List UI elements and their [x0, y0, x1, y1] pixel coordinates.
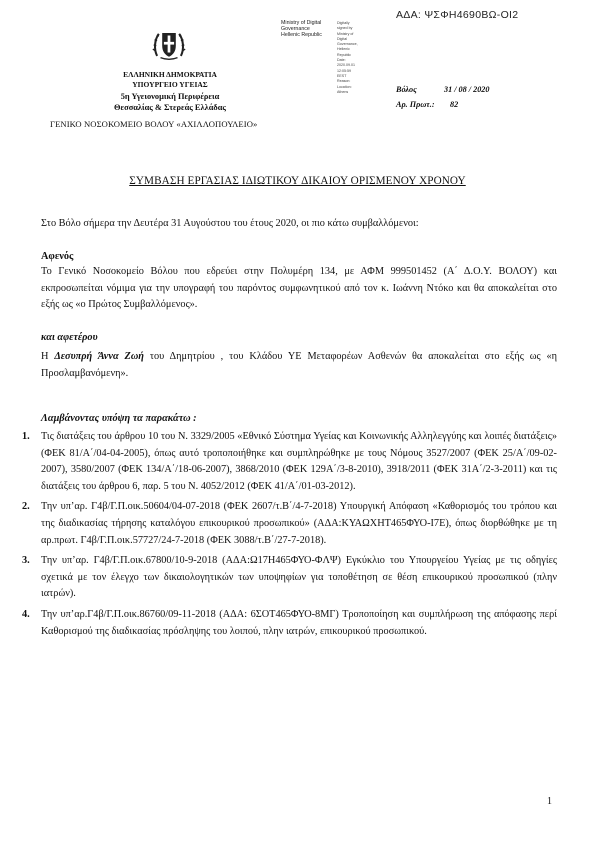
party-a-text: Το Γενικό Νοσοκομείο Βόλου που εδρεύει στην Πολυμέρη 134, με ΑΦΜ 999501452 (Α΄ Δ.Ο.Υ. ΒΟΛΟΥ) και εκπροσωπείται νόμιμα για την υπογραφή του παρόντος συμφωνητικού από τον κ. Ιωάννη Ντόκο και θα αποκαλείται στο εξής ως «ο Πρώτος Συμβαλλόμενος».	[41, 266, 557, 311]
party-b-heading: και αφετέρου	[41, 332, 98, 343]
signature-detail-line: EEST	[337, 73, 347, 78]
digital-signature-block	[281, 20, 358, 94]
greek-coat-of-arms-icon	[152, 27, 186, 61]
republic-label: ΕΛΛΗΝΙΚΗ ΔΗΜΟΚΡΑΤΙΑ	[123, 70, 217, 79]
place-label: Βόλος	[396, 85, 417, 94]
protocol-label: Αρ. Πρωτ.:	[396, 100, 435, 109]
document-title: ΣΥΜΒΑΣΗ ΕΡΓΑΣΙΑΣ ΙΔΙΩΤΙΚΟΥ ΔΙΚΑΙΟΥ ΟΡΙΣΜΕΝΟΥ ΧΡΟΝΟΥ	[129, 175, 466, 187]
party-a-heading: Αφενός	[41, 251, 74, 262]
intro-paragraph: Στο Βόλο σήμερα την Δευτέρα 31 Αυγούστου του έτους 2020, οι πιο κάτω συμβαλλόμενοι:	[41, 218, 419, 229]
ministry-label: ΥΠΟΥΡΓΕΙΟ ΥΓΕΙΑΣ	[132, 79, 208, 89]
signature-line: Ministry of Digital	[281, 20, 322, 26]
considerations-list	[22, 429, 557, 644]
signature-detail-line: Digital Governance,	[337, 36, 358, 47]
document-meta	[396, 82, 490, 112]
page-number: 1	[547, 796, 552, 807]
list-item	[22, 499, 557, 549]
protocol-number: 82	[450, 100, 459, 109]
list-item-number: 4.	[22, 608, 30, 620]
hospital-name: ΓΕΝΙΚΟ ΝΟΣΟΚΟΜΕΙΟ ΒΟΛΟΥ «ΑΧΙΛΛΟΠΟΥΛΕΙΟ»	[50, 119, 258, 129]
considering-heading: Λαμβάνοντας υπόψη τα παρακάτω :	[41, 413, 197, 424]
signature-line: Hellenic Republic	[281, 31, 322, 38]
ada-code: ΑΔΑ: ΨΣΦΗ4690ΒΩ-ΟΙ2	[396, 9, 519, 21]
list-item-text: Την υπ’αρ.Γ4β/Γ.Π.οικ.86760/09-11-2018 (ΑΔΑ: 6ΣΟΤ465ΦΥΟ-8ΜΓ) Τροποποίηση και συμπλήρωση της απόφασης περί Καθορισμού της διαδικασίας πρόσληψης του λοιπού, πλην ιατρών, επικουρικού προσωπικού.	[41, 608, 557, 637]
issuer-header	[70, 70, 270, 113]
list-item	[22, 553, 557, 603]
employee-name: Δεσυπρή Άννα Ζωή	[54, 351, 144, 362]
signature-detail-line: Reason:	[337, 79, 351, 84]
list-item-text: Την υπ’αρ. Γ4β/Γ.Π.οικ.50604/04-07-2018 (ΦΕΚ 2607/τ.Β΄/4-7-2018) Υπουργική Απόφαση «Καθορισμός του τρόπου και της διαδικασίας τήρησης καταλόγου επικουρικού προσωπικού» (ΑΔΑ:ΚΥΑΩΧΗΤ465ΦΥΟ-Ι7Ε), όπως διορθώθηκε με τη αρ.πρωτ. Γ4β/Γ.Π.οικ.57727/24-7-2018 (ΦΕΚ 3088/τ.Β΄/27-7-2018).	[41, 501, 557, 546]
list-item-number: 3.	[22, 555, 30, 567]
list-item-text: Τις διατάξεις του άρθρου 10 του Ν. 3329/2005 «Εθνικό Σύστημα Υγείας και Κοινωνικής Αλληλεγγύης και λοιπές διατάξεις» (ΦΕΚ 81/Α΄/04-04-2005), όπως αυτό τροποποιήθηκε και συμπληρώθηκε με τους Νόμους 3527/2007 (ΦΕΚ 25/Α΄/09-02-2007), 3580/2007 (ΦΕΚ 134/Α΄/18-06-2007), 3868/2010 (ΦΕΚ 129Α΄/3-8-2010), 3918/2011 (ΦΕΚ 31Α΄/2-3-2011) και τις διατάξεις του άρθρου 6, παρ. 5 του Ν. 4052/2012 (ΦΕΚ 41/Α΄/01-03-2012).	[41, 431, 557, 492]
signature-detail-line: Date: 2020.09.01 12:05:59	[337, 58, 355, 73]
health-region-label-2: Θεσσαλίας & Στερεάς Ελλάδας	[114, 102, 226, 112]
party-b-description: του Δημητρίου , του Κλάδου ΥΕ Μεταφορέων Ασθενών θα αποκαλείται στο εξής ως «η Προσλαμβανόμενη».	[41, 351, 558, 379]
document-date: 31 / 08 / 2020	[444, 85, 490, 94]
party-b-text	[41, 349, 557, 382]
list-item	[22, 429, 557, 495]
signature-detail-line: Digitally signed by Ministry of	[337, 21, 354, 36]
health-region-label: 5η Υγειονομική Περιφέρεια	[120, 92, 220, 102]
list-item-number: 2.	[22, 501, 30, 513]
party-b-prefix: Η	[41, 351, 49, 362]
list-item	[22, 607, 557, 640]
signature-detail-line: Hellenic Republic	[337, 47, 351, 57]
signature-details	[337, 21, 358, 95]
signature-detail-line: Location: Athens	[337, 84, 352, 94]
list-item-number: 1.	[22, 431, 30, 442]
list-item-text: Την υπ’αρ. Γ4β/Γ.Π.οικ.67800/10-9-2018 (ΑΔΑ:Ω17Η465ΦΥΟ-ΦΛΨ) Εγκύκλιο του Υπουργείου Υγείας με τις οδηγίες σχετικά με τον έλεγχο των δικαιολογητικών των υποψηφίων για τοποθέτηση σε θέση επικουρικού προσωπικού (πλην ιατρών).	[41, 555, 557, 600]
signature-line: Governance	[281, 25, 310, 32]
